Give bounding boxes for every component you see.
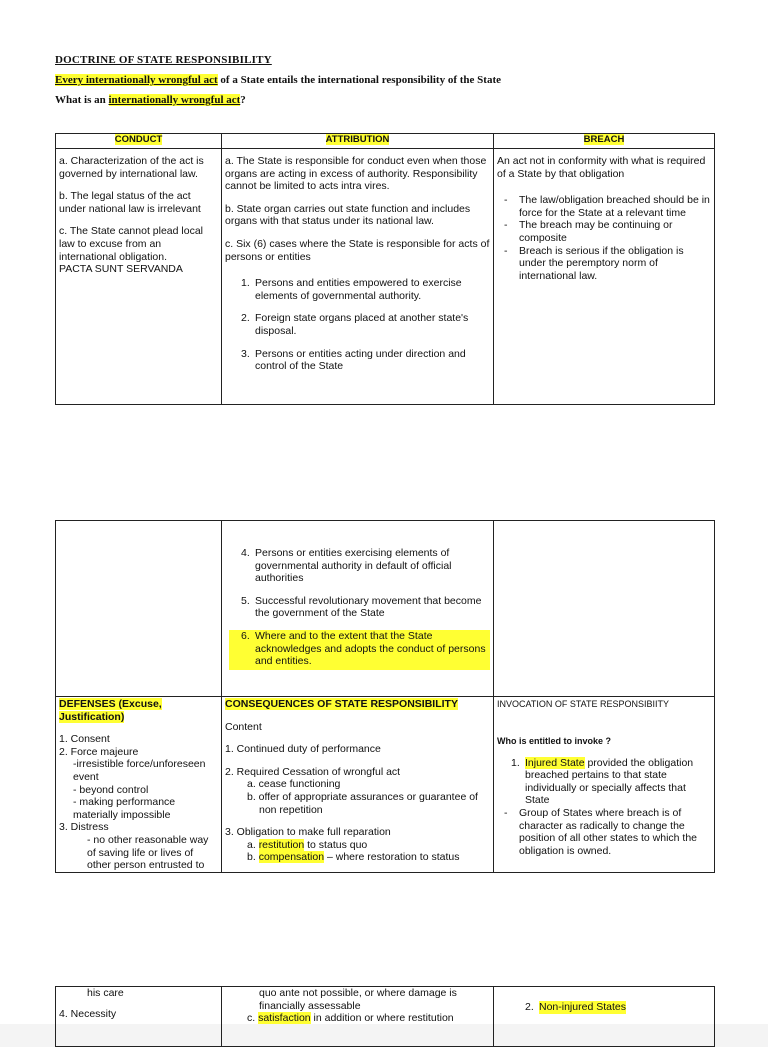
intro-line-2-prefix: What is an — [55, 94, 109, 106]
responsibility-elements-table — [55, 133, 715, 405]
intro-line-2 — [55, 94, 246, 106]
continuation-table — [55, 520, 715, 873]
conduct-pacta: PACTA SUNT SERVANDA — [59, 263, 183, 276]
breach-item: - The breach may be continuing or composite — [504, 219, 673, 244]
empty-cell-right — [494, 521, 715, 697]
document-title: DOCTRINE OF STATE RESPONSIBILITY — [55, 54, 272, 66]
force-majeure-sub: - making performance materially impossible — [73, 796, 176, 821]
attribution-b: b. State organ carries out state function and includes organs with that status under its national law. — [225, 202, 471, 228]
breach-item: - Breach is serious if the obligation is under the peremptory norm of international law. — [504, 244, 684, 282]
attribution-item: 5. Successful revolutionary movement that become the government of the State — [241, 594, 482, 620]
consequence-2a: a. cease functioning — [247, 778, 341, 791]
intro-line-2-highlight: internationally wrongful act — [108, 94, 241, 106]
attribution-item: 4. Persons or entities exercising elements of governmental authority in default of official authorities — [241, 547, 452, 585]
distress-sub: - no other reasonable way of saving life or lives of other person entrusted to — [87, 833, 209, 872]
conduct-a: a. Characterization of the act is governed by international law. — [59, 155, 204, 180]
bottom-middle-cell — [222, 987, 494, 1047]
defense-item: 3. Distress — [59, 821, 109, 834]
consequences-heading: CONSEQUENCES OF STATE RESPONSIBILITY — [225, 698, 458, 710]
conduct-b: b. The legal status of the act under national law is irrelevant — [59, 190, 201, 215]
invocation-question: Who is entitled to invoke ? — [497, 735, 612, 746]
attribution-cell — [222, 149, 494, 405]
bottom-table — [55, 986, 715, 1047]
bottom-left-cell — [56, 987, 222, 1047]
intro-line-1 — [55, 74, 501, 86]
attribution-item: 3. Persons or entities acting under direction and control of the State — [241, 347, 466, 373]
breach-cell — [494, 149, 715, 405]
header-attribution: ATTRIBUTION — [222, 134, 494, 149]
header-breach: BREACH — [494, 134, 715, 149]
intro-line-1-rest: of a State entails the international responsibility of the State — [217, 74, 501, 86]
consequence-3c: c. satisfaction in addition or where restitution — [247, 1012, 454, 1025]
consequence-2b: b. offer of appropriate assurances or guarantee of non repetition — [247, 790, 478, 816]
invocation-dash-item: - Group of States where breach is of character as radically to change the position of all other states to which the obligation is owned. — [504, 806, 698, 857]
attribution-item-highlighted: 6. Where and to the extent that the State acknowledges and adopts the conduct of persons and entities. — [229, 630, 490, 670]
intro-line-2-suffix: ? — [240, 94, 246, 106]
conduct-cell — [56, 149, 222, 405]
breach-intro: An act not in conformity with what is required of a State by that obligation — [497, 155, 706, 180]
defense-item: 2. Force majeure — [59, 745, 139, 758]
invocation-item-1: 1. Injured State provided the obligation breached pertains to that state individually or specially affects that State — [511, 756, 694, 807]
invocation-cell — [494, 697, 715, 873]
attribution-c: c. Six (6) cases where the State is responsible for acts of persons or entities — [225, 237, 490, 263]
force-majeure-sub: -irresistible force/unforeseen event — [73, 758, 206, 783]
force-majeure-sub: - beyond control — [73, 783, 149, 796]
conduct-c: c. The State cannot plead local law to excuse from an international obligation. — [59, 225, 203, 263]
invocation-heading: INVOCATION OF STATE RESPONSIBIITY — [497, 699, 670, 709]
consequence-1: 1. Continued duty of performance — [225, 743, 381, 756]
consequence-3b: b. compensation – where restoration to status — [247, 851, 460, 864]
consequences-cell — [222, 697, 494, 873]
breach-item: - The law/obligation breached should be in force for the State at a relevant time — [504, 194, 710, 219]
header-conduct: CONDUCT — [56, 134, 222, 149]
attribution-continued-cell — [222, 521, 494, 697]
consequence-3: 3. Obligation to make full reparation — [225, 826, 391, 839]
attribution-a: a. The State is responsible for conduct even when those organs are acting in excess of authority. Responsibility cannot be limited to acts intra vires. — [225, 155, 487, 193]
empty-cell-left — [56, 521, 222, 697]
compensation-continued: quo ante not possible, or where damage is financially assessable — [259, 987, 457, 1012]
content-label: Content — [225, 720, 262, 733]
consequence-3a: a. restitution to status quo — [247, 838, 368, 851]
invocation-item-2: 2. Non-injured States — [525, 1001, 626, 1013]
defenses-cell — [56, 697, 222, 873]
attribution-item: 1. Persons and entities empowered to exercise elements of governmental authority. — [241, 277, 462, 302]
defense-necessity: 4. Necessity — [59, 1007, 117, 1020]
distress-continued: his care — [87, 987, 124, 999]
attribution-item: 2. Foreign state organs placed at another state's disposal. — [241, 312, 469, 337]
defense-item: 1. Consent — [59, 733, 110, 746]
bottom-right-cell — [494, 987, 715, 1047]
consequence-2: 2. Required Cessation of wrongful act — [225, 765, 401, 778]
defenses-heading: DEFENSES (Excuse, Justification) — [59, 698, 162, 723]
intro-line-1-highlight: Every internationally wrongful act — [55, 74, 218, 86]
